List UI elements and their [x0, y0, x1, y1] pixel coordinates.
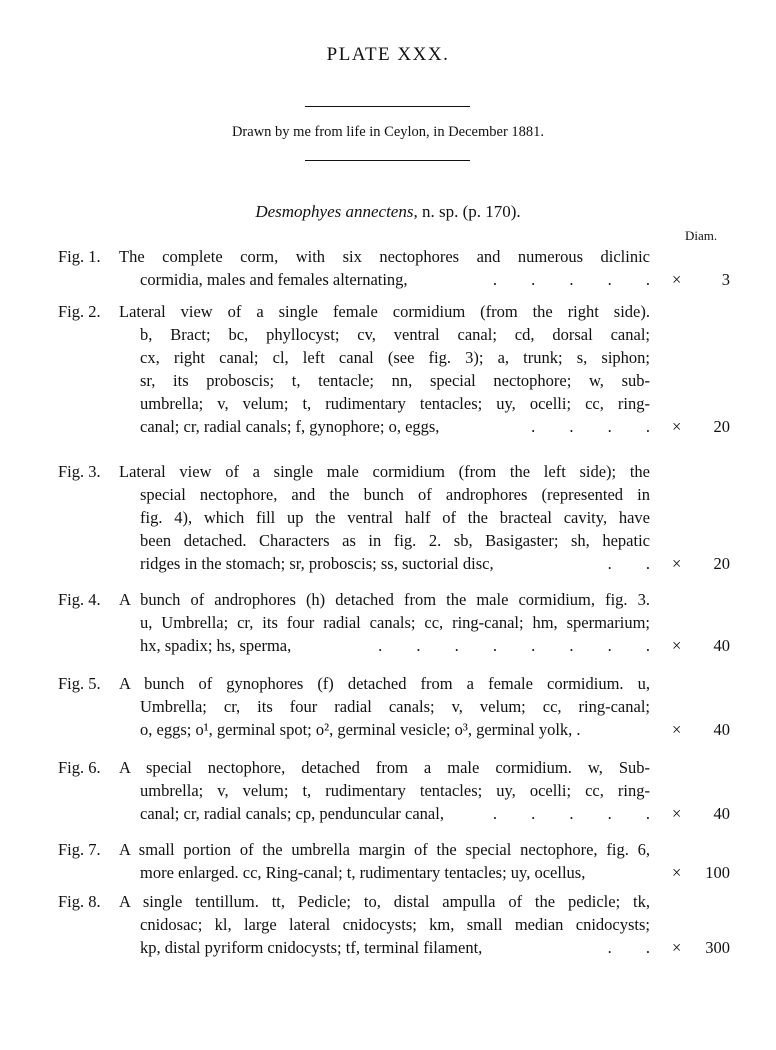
- top-divider: [305, 106, 470, 107]
- figure-description-line: umbrella; v, velum; t, rudimentary tentacles; uy, ocelli; cc, ring-: [140, 394, 650, 413]
- figure-description-line: A single tentillum. tt, Pedicle; to, distal ampulla of the pedicle; tk,: [119, 892, 650, 911]
- species-reference: , n. sp. (p. 170).: [413, 202, 521, 221]
- figure-description-line: Lateral view of a single female cormidium (from the right side).: [119, 302, 650, 321]
- figure-description-line: A bunch of androphores (h) detached from the male cormidium, fig. 3.: [119, 590, 650, 609]
- figure-description-line: been detached. Characters as in fig. 2. sb, Basigaster; sh, hepatic: [140, 531, 650, 550]
- figure-description-line: A bunch of gynophores (f) detached from a female cormidium. u,: [119, 674, 650, 693]
- species-heading: [0, 202, 776, 222]
- plate-title: PLATE XXX.: [326, 44, 450, 65]
- times-sign: ×: [672, 270, 682, 289]
- figure-entry-1: [58, 245, 730, 291]
- leader-dots: . . . .: [531, 417, 650, 436]
- figure-label: Fig. 1.: [58, 247, 101, 266]
- figure-description-line: u, Umbrella; cr, its four radial canals; cc, ring-canal; hm, spermarium;: [140, 613, 650, 632]
- magnification-value: 100: [705, 863, 730, 882]
- figure-description-line: ridges in the stomach; sr, proboscis; ss, suctorial disc,: [140, 554, 494, 573]
- figure-label: Fig. 2.: [58, 302, 101, 321]
- figure-description-line: fig. 4), which fill up the ventral half of the bracteal cavity, have: [140, 508, 650, 527]
- figure-description-line: kp, distal pyriform cnidocysts; tf, terminal filament,: [140, 938, 483, 957]
- figure-description-line: canal; cr, radial canals; f, gynophore; o, eggs,: [140, 417, 440, 436]
- figure-description-line: umbrella; v, velum; t, rudimentary tentacles; uy, ocelli; cc, ring-: [140, 781, 650, 800]
- times-sign: ×: [672, 417, 682, 436]
- figure-entry-6: [58, 756, 730, 825]
- figure-description-line: canal; cr, radial canals; cp, penduncular canal,: [140, 804, 444, 823]
- times-sign: ×: [672, 863, 682, 882]
- figure-description-line: A special nectophore, detached from a male cormidium. w, Sub-: [119, 758, 650, 777]
- figure-label: Fig. 6.: [58, 758, 101, 777]
- times-sign: ×: [672, 804, 682, 823]
- figure-description-line: The complete corm, with six nectophores and numerous diclinic: [119, 247, 650, 266]
- times-sign: ×: [672, 636, 682, 655]
- figure-description-line: Lateral view of a single male cormidium (from the left side); the: [119, 462, 650, 481]
- figure-label: Fig. 3.: [58, 462, 101, 481]
- magnification-value: 3: [721, 270, 730, 289]
- diam-column-header: Diam.: [685, 228, 718, 243]
- magnification-value: 40: [713, 804, 730, 823]
- figure-label: Fig. 5.: [58, 674, 101, 693]
- figure-description-line: cnidosac; kl, large lateral cnidocysts; km, small median cnidocysts;: [140, 915, 650, 934]
- figure-entry-3: [58, 460, 730, 575]
- times-sign: ×: [672, 938, 682, 957]
- magnification-value: 20: [713, 417, 730, 436]
- figure-label: Fig. 7.: [58, 840, 101, 859]
- figure-description-line: special nectophore, and the bunch of androphores (represented in: [140, 485, 650, 504]
- figure-label: Fig. 8.: [58, 892, 101, 911]
- leader-dots: . . . . .: [492, 270, 650, 289]
- figure-entry-4: [58, 588, 730, 657]
- figure-entry-8: [58, 890, 730, 959]
- figure-description-line: hx, spadix; hs, sperma,: [140, 636, 292, 655]
- figure-description-line: o, eggs; o¹, germinal spot; o², germinal vesicle; o³, germinal yolk, .: [140, 720, 581, 739]
- magnification-value: 40: [713, 720, 730, 739]
- figure-entry-5: [58, 672, 730, 741]
- figure-entry-2: [58, 300, 730, 438]
- times-sign: ×: [672, 554, 682, 573]
- times-sign: ×: [672, 720, 682, 739]
- figure-description-line: cx, right canal; cl, left canal (see fig. 3); a, trunk; s, siphon;: [140, 348, 650, 367]
- bottom-divider: [305, 160, 470, 161]
- figure-description-line: Umbrella; cr, its four radial canals; v, velum; cc, ring-canal;: [140, 697, 650, 716]
- figure-label: Fig. 4.: [58, 590, 101, 609]
- leader-dots: . .: [607, 938, 650, 957]
- figure-description-line: cormidia, males and females alternating,: [140, 270, 408, 289]
- figure-description-line: b, Bract; bc, phyllocyst; cv, ventral canal; cd, dorsal canal;: [140, 325, 650, 344]
- figure-entry-7: [58, 838, 730, 884]
- leader-dots: . . . . . . . .: [378, 636, 650, 655]
- species-name: Desmophyes annectens: [255, 202, 414, 221]
- magnification-value: 300: [705, 938, 730, 957]
- credit-line: Drawn by me from life in Ceylon, in December 1881.: [231, 124, 545, 140]
- leader-dots: . . . . .: [492, 804, 650, 823]
- figure-description-line: sr, its proboscis; t, tentacle; nn, special nectophore; w, sub-: [140, 371, 650, 390]
- leader-dots: . .: [607, 554, 650, 573]
- magnification-value: 20: [713, 554, 730, 573]
- figure-description-line: A small portion of the umbrella margin of the special nectophore, fig. 6,: [119, 840, 650, 859]
- magnification-value: 40: [713, 636, 730, 655]
- figure-description-line: more enlarged. cc, Ring-canal; t, rudimentary tentacles; uy, ocellus,: [140, 863, 586, 882]
